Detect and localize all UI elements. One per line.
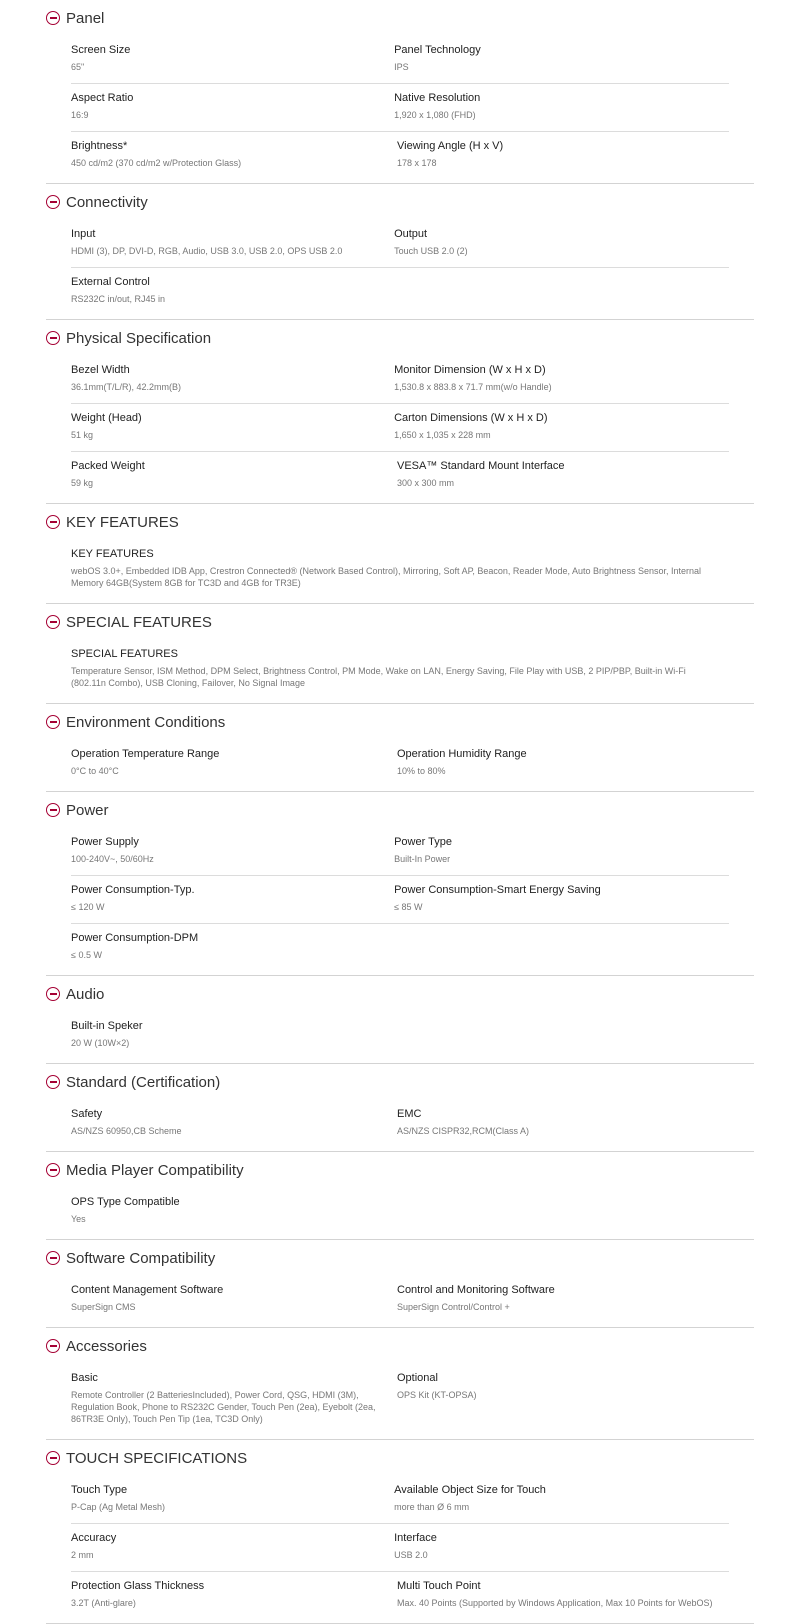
section-header[interactable] bbox=[46, 184, 754, 220]
spec-label: Packed Weight bbox=[71, 460, 145, 472]
spec-item bbox=[71, 1276, 397, 1323]
spec-item bbox=[71, 1012, 397, 1059]
spec-section-standard-certification bbox=[46, 1064, 754, 1152]
spec-item bbox=[394, 1476, 729, 1523]
spec-rows bbox=[46, 828, 754, 971]
collapse-minus-icon[interactable] bbox=[46, 11, 60, 25]
spec-value: Yes bbox=[71, 1214, 86, 1224]
section-header[interactable] bbox=[46, 504, 754, 540]
spec-section-connectivity bbox=[46, 184, 754, 320]
spec-row bbox=[71, 452, 754, 499]
spec-row bbox=[71, 1364, 754, 1435]
spec-label: Power Consumption-Smart Energy Saving bbox=[394, 884, 601, 896]
spec-value: 1,920 x 1,080 (FHD) bbox=[394, 110, 476, 120]
spec-label: Viewing Angle (H x V) bbox=[397, 140, 504, 152]
section-header[interactable] bbox=[46, 1440, 754, 1476]
spec-rows bbox=[46, 1364, 754, 1435]
section-title: SPECIAL FEATURES bbox=[66, 613, 212, 631]
spec-value: Built-In Power bbox=[394, 854, 451, 864]
section-title: Environment Conditions bbox=[66, 713, 226, 731]
spec-label: Optional bbox=[397, 1372, 438, 1384]
spec-value: HDMI (3), DP, DVI-D, RGB, Audio, USB 3.0, USB 2.0, OPS USB 2.0 bbox=[71, 246, 343, 256]
spec-row bbox=[71, 1572, 754, 1619]
spec-value: OPS Kit (KT-OPSA) bbox=[397, 1390, 477, 1400]
spec-value: Temperature Sensor, ISM Method, DPM Select, Brightness Control, PM Mode, Wake on LAN, Energy Saving, File Play with USB, 2 PIP/PBP, Built-in Wi-Fi (802.11n Combo), USB Cloning, Failover, No Signal Image bbox=[71, 666, 686, 688]
spec-value: 10% to 80% bbox=[397, 766, 446, 776]
spec-item bbox=[71, 1188, 397, 1235]
spec-item bbox=[394, 828, 729, 875]
spec-item bbox=[394, 1524, 729, 1571]
spec-row bbox=[71, 740, 754, 787]
spec-item bbox=[394, 36, 729, 83]
spec-row bbox=[71, 540, 754, 599]
spec-value: Remote Controller (2 BatteriesIncluded), Power Cord, QSG, HDMI (3M), Regulation Book, Phone to RS232C Gender, Touch Pen (2ea), Eyebolt (2ea, 86TR3E Only), Touch Pen Tip (1ea, TC3D Only) bbox=[71, 1390, 376, 1424]
spec-value: 65" bbox=[71, 62, 85, 72]
spec-value: 16:9 bbox=[71, 110, 89, 120]
spec-label: Bezel Width bbox=[71, 364, 130, 376]
spec-rows bbox=[46, 740, 754, 787]
section-title: Media Player Compatibility bbox=[66, 1161, 244, 1179]
spec-item bbox=[71, 1364, 397, 1435]
spec-item bbox=[71, 740, 397, 787]
spec-row bbox=[71, 132, 754, 179]
collapse-minus-icon[interactable] bbox=[46, 615, 60, 629]
collapse-minus-icon[interactable] bbox=[46, 715, 60, 729]
spec-section-special-features bbox=[46, 604, 754, 704]
spec-rows bbox=[46, 36, 754, 179]
spec-item bbox=[71, 640, 721, 699]
spec-item bbox=[394, 876, 729, 923]
spec-row bbox=[71, 1188, 754, 1235]
section-title: Audio bbox=[66, 985, 105, 1003]
spec-value: 3.2T (Anti-glare) bbox=[71, 1598, 136, 1608]
section-header[interactable] bbox=[46, 1064, 754, 1100]
spec-row bbox=[71, 356, 729, 404]
spec-item bbox=[397, 132, 735, 179]
section-header[interactable] bbox=[46, 1328, 754, 1364]
spec-value: Max. 40 Points (Supported by Windows Application, Max 10 Points for WebOS) bbox=[397, 1598, 713, 1608]
spec-label: Carton Dimensions (W x H x D) bbox=[394, 412, 548, 424]
spec-row bbox=[71, 1276, 754, 1323]
section-title: Standard (Certification) bbox=[66, 1073, 221, 1091]
spec-row bbox=[71, 828, 729, 876]
section-title: Software Compatibility bbox=[66, 1249, 216, 1267]
spec-label: Power Consumption-DPM bbox=[71, 932, 199, 944]
spec-item bbox=[397, 1572, 735, 1619]
spec-value: USB 2.0 bbox=[394, 1550, 428, 1560]
spec-item bbox=[71, 924, 397, 971]
spec-row bbox=[71, 1100, 754, 1147]
spec-value: 100-240V~, 50/60Hz bbox=[71, 854, 154, 864]
spec-label: Basic bbox=[71, 1372, 98, 1384]
spec-value: 59 kg bbox=[71, 478, 94, 488]
section-header[interactable] bbox=[46, 0, 754, 36]
section-header[interactable] bbox=[46, 1240, 754, 1276]
spec-item bbox=[71, 356, 394, 403]
spec-item bbox=[71, 1524, 394, 1571]
spec-row bbox=[71, 268, 754, 315]
spec-rows bbox=[46, 1188, 754, 1235]
spec-item bbox=[71, 1100, 397, 1147]
spec-rows bbox=[46, 356, 754, 499]
spec-row bbox=[71, 924, 754, 971]
spec-rows bbox=[46, 1100, 754, 1147]
spec-item bbox=[71, 84, 394, 131]
spec-value: 300 x 300 mm bbox=[397, 478, 455, 488]
spec-section-panel bbox=[46, 0, 754, 184]
section-header[interactable] bbox=[46, 704, 754, 740]
section-header[interactable] bbox=[46, 976, 754, 1012]
spec-label: Screen Size bbox=[71, 44, 131, 56]
spec-value: 0°C to 40°C bbox=[71, 766, 119, 776]
spec-label: Multi Touch Point bbox=[397, 1580, 481, 1592]
spec-item bbox=[71, 36, 394, 83]
spec-label: Power Type bbox=[394, 836, 452, 848]
spec-section-power bbox=[46, 792, 754, 976]
spec-item bbox=[71, 540, 721, 599]
spec-rows bbox=[46, 540, 754, 599]
spec-row bbox=[71, 84, 729, 132]
collapse-minus-icon[interactable] bbox=[46, 1075, 60, 1089]
spec-label: VESA™ Standard Mount Interface bbox=[397, 460, 565, 472]
spec-item bbox=[71, 1572, 397, 1619]
collapse-minus-icon[interactable] bbox=[46, 1251, 60, 1265]
spec-item bbox=[394, 404, 729, 451]
collapse-minus-icon[interactable] bbox=[46, 803, 60, 817]
spec-value: 2 mm bbox=[71, 1550, 94, 1560]
spec-label: External Control bbox=[71, 276, 150, 288]
spec-value: Touch USB 2.0 (2) bbox=[394, 246, 468, 256]
spec-section-physical-specification bbox=[46, 320, 754, 504]
spec-value: 20 W (10W×2) bbox=[71, 1038, 130, 1048]
spec-label: Panel Technology bbox=[394, 44, 481, 56]
spec-label: Accuracy bbox=[71, 1532, 117, 1544]
spec-label: Weight (Head) bbox=[71, 412, 142, 424]
spec-row bbox=[71, 876, 729, 924]
spec-value: 51 kg bbox=[71, 430, 94, 440]
spec-label: OPS Type Compatible bbox=[71, 1196, 180, 1208]
spec-item bbox=[71, 828, 394, 875]
section-title: KEY FEATURES bbox=[66, 513, 179, 531]
section-title: Power bbox=[66, 801, 109, 819]
spec-rows bbox=[46, 1276, 754, 1323]
spec-label: KEY FEATURES bbox=[71, 548, 154, 560]
collapse-minus-icon[interactable] bbox=[46, 1163, 60, 1177]
spec-row bbox=[71, 1012, 754, 1059]
spec-rows bbox=[46, 640, 754, 699]
spec-item bbox=[397, 1100, 735, 1147]
spec-value: 178 x 178 bbox=[397, 158, 437, 168]
spec-value: IPS bbox=[394, 62, 409, 72]
section-header[interactable] bbox=[46, 604, 754, 640]
spec-value: P-Cap (Ag Metal Mesh) bbox=[71, 1502, 166, 1512]
section-title: Physical Specification bbox=[66, 329, 212, 347]
spec-label: Power Supply bbox=[71, 836, 139, 848]
spec-label: SPECIAL FEATURES bbox=[71, 648, 178, 660]
spec-value: webOS 3.0+, Embedded IDB App, Crestron Connected® (Network Based Control), Mirroring, Soft AP, Beacon, Reader Mode, Auto Brightness Sensor, Internal Memory 64GB(System 8GB for TC3D and 4GB for TR3E) bbox=[71, 566, 702, 588]
spec-item bbox=[397, 1276, 735, 1323]
section-header[interactable] bbox=[46, 1152, 754, 1188]
spec-row bbox=[71, 404, 729, 452]
collapse-minus-icon[interactable] bbox=[46, 987, 60, 1001]
spec-label: Brightness* bbox=[71, 140, 128, 152]
spec-item bbox=[71, 404, 394, 451]
spec-value: 36.1mm(T/L/R), 42.2mm(B) bbox=[71, 382, 182, 392]
spec-label: Interface bbox=[394, 1532, 437, 1544]
spec-label: Input bbox=[71, 228, 96, 240]
spec-item bbox=[394, 84, 729, 131]
spec-label: Power Consumption-Typ. bbox=[71, 884, 195, 896]
spec-item bbox=[397, 740, 735, 787]
spec-section-audio bbox=[46, 976, 754, 1064]
spec-row bbox=[71, 220, 729, 268]
spec-item bbox=[71, 132, 397, 179]
collapse-minus-icon[interactable] bbox=[46, 1339, 60, 1353]
spec-value: 1,650 x 1,035 x 228 mm bbox=[394, 430, 491, 440]
section-title: Panel bbox=[66, 9, 105, 27]
spec-item bbox=[394, 356, 729, 403]
section-header[interactable] bbox=[46, 792, 754, 828]
spec-row bbox=[71, 36, 729, 84]
spec-label: Control and Monitoring Software bbox=[397, 1284, 555, 1296]
spec-label: Content Management Software bbox=[71, 1284, 224, 1296]
spec-value: AS/NZS CISPR32,RCM(Class A) bbox=[397, 1126, 530, 1136]
spec-label: Native Resolution bbox=[394, 92, 481, 104]
spec-item bbox=[71, 1476, 394, 1523]
section-header[interactable] bbox=[46, 320, 754, 356]
section-title: Accessories bbox=[66, 1337, 147, 1355]
spec-label: Output bbox=[394, 228, 428, 240]
spec-item bbox=[71, 452, 397, 499]
spec-value: 450 cd/m2 (370 cd/m2 w/Protection Glass) bbox=[71, 158, 242, 168]
spec-value: RS232C in/out, RJ45 in bbox=[71, 294, 166, 304]
spec-row bbox=[71, 1476, 729, 1524]
spec-label: Protection Glass Thickness bbox=[71, 1580, 205, 1592]
spec-section-accessories bbox=[46, 1328, 754, 1440]
section-title: TOUCH SPECIFICATIONS bbox=[66, 1449, 248, 1467]
spec-rows bbox=[46, 220, 754, 315]
spec-value: ≤ 85 W bbox=[394, 902, 423, 912]
spec-section-environment-conditions bbox=[46, 704, 754, 792]
section-title: Connectivity bbox=[66, 193, 148, 211]
spec-label: Monitor Dimension (W x H x D) bbox=[394, 364, 546, 376]
spec-value: SuperSign Control/Control + bbox=[397, 1302, 510, 1312]
spec-value: ≤ 0.5 W bbox=[71, 950, 102, 960]
spec-label: Available Object Size for Touch bbox=[394, 1484, 546, 1496]
spec-section-software-compatibility bbox=[46, 1240, 754, 1328]
spec-section-media-player-compatibility bbox=[46, 1152, 754, 1240]
spec-item bbox=[71, 876, 394, 923]
collapse-minus-icon[interactable] bbox=[46, 515, 60, 529]
spec-rows bbox=[46, 1476, 754, 1619]
collapse-minus-icon[interactable] bbox=[46, 331, 60, 345]
spec-rows bbox=[46, 1012, 754, 1059]
spec-label: Touch Type bbox=[71, 1484, 128, 1496]
spec-item bbox=[71, 220, 394, 267]
spec-item bbox=[397, 452, 735, 499]
spec-item bbox=[394, 220, 729, 267]
spec-label: Built-in Speker bbox=[71, 1020, 143, 1032]
spec-row bbox=[71, 1524, 729, 1572]
spec-label: Operation Humidity Range bbox=[397, 748, 527, 760]
spec-item bbox=[397, 1364, 735, 1435]
collapse-minus-icon[interactable] bbox=[46, 1451, 60, 1465]
spec-value: AS/NZS 60950,CB Scheme bbox=[71, 1126, 182, 1136]
spec-label: EMC bbox=[397, 1108, 422, 1120]
collapse-minus-icon[interactable] bbox=[46, 195, 60, 209]
spec-row bbox=[71, 640, 754, 699]
spec-section-key-features bbox=[46, 504, 754, 604]
spec-label: Safety bbox=[71, 1108, 103, 1120]
spec-value: 1,530.8 x 883.8 x 71.7 mm(w/o Handle) bbox=[394, 382, 552, 392]
spec-value: more than Ø 6 mm bbox=[394, 1502, 470, 1512]
spec-value: SuperSign CMS bbox=[71, 1302, 136, 1312]
spec-section-touch-specifications bbox=[46, 1440, 754, 1624]
spec-label: Operation Temperature Range bbox=[71, 748, 220, 760]
spec-value: ≤ 120 W bbox=[71, 902, 105, 912]
spec-item bbox=[71, 268, 397, 315]
spec-label: Aspect Ratio bbox=[71, 92, 134, 104]
